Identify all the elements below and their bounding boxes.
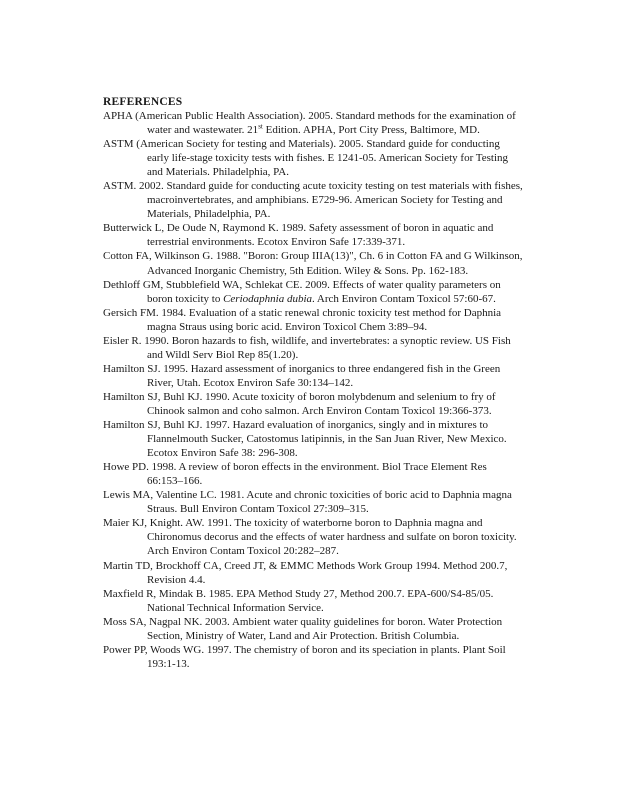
reference-entry: Lewis MA, Valentine LC. 1981. Acute and chronic toxicities of boric acid to Daphnia magna Straus. Bull Environ Contam Toxicol 27:309–315. (103, 489, 512, 516)
reference-text: Dethloff GM, Stubblefield WA, Schlekat CE. 2009. Effects of water quality parameters on boron toxicity to (103, 278, 501, 305)
reference-entry: ASTM (American Society for testing and Materials). 2005. Standard guide for conducting early life-stage toxicity tests with fishes. E 1241-05. American Society for Testing and Materials. Philadelphia, PA. (103, 138, 509, 179)
references-heading: REFERENCES (103, 96, 183, 108)
reference-entry: Maier KJ, Knight. AW. 1991. The toxicity of waterborne boron to Daphnia magna and Chironomus decorus and the effects of water hardness and sulfate on boron toxicity. Arch Environ Contam Toxicol 20:282–287. (103, 517, 517, 558)
reference-entry: Butterwick L, De Oude N, Raymond K. 1989. Safety assessment of boron in aquatic and terrestrial environments. Ecotox Environ Safe 17:339-371. (103, 222, 494, 249)
reference-entry: Moss SA, Nagpal NK. 2003. Ambient water quality guidelines for boron. Water Protection Section, Ministry of Water, Land and Air Protection. British Columbia. (103, 615, 503, 642)
reference-entry: Eisler R. 1990. Boron hazards to fish, wildlife, and invertebrates: a synoptic review. US Fish and Wildl Serv Biol Rep 85(1.20). (103, 334, 511, 361)
reference-entry (103, 278, 523, 306)
reference-entry: Martin TD, Brockhoff CA, Creed JT, & EMMC Methods Work Group 1994. Method 200.7, Revision 4.4. (103, 559, 508, 586)
reference-entry: Hamilton SJ, Buhl KJ. 1997. Hazard evaluation of inorganics, singly and in mixtures to Flannelmouth Sucker, Catostomus latipinnis, in the San Juan River, New Mexico. Ecotox Environ Safe 38: 296-308. (103, 419, 507, 460)
reference-entry: Hamilton SJ. 1995. Hazard assessment of inorganics to three endangered fish in the Green River, Utah. Ecotox Environ Safe 30:134–142. (103, 362, 501, 389)
reference-text-tail: . Arch Environ Contam Toxicol 57:60-67. (312, 292, 496, 305)
reference-entry: Power PP, Woods WG. 1997. The chemistry of boron and its speciation in plants. Plant Soil 193:1-13. (103, 643, 506, 670)
reference-entry: Cotton FA, Wilkinson G. 1988. "Boron: Group IIIA(13)", Ch. 6 in Cotton FA and G Wilkinson, Advanced Inorganic Chemistry, 5th Edition. Wiley & Sons. Pp. 162-183. (103, 250, 523, 277)
reference-entry: Hamilton SJ, Buhl KJ. 1990. Acute toxicity of boron molybdenum and selenium to fry of Chinook salmon and coho salmon. Arch Environ Contam Toxicol 19:366-373. (103, 390, 496, 417)
reference-entry: ASTM. 2002. Standard guide for conducting acute toxicity testing on test materials with fishes, macroinvertebrates, and amphibians. E729-96. American Society for Testing and Materials, Philadelphia, PA. (103, 180, 523, 221)
reference-entry: Gersich FM. 1984. Evaluation of a static renewal chronic toxicity test method for Daphnia magna Straus using boric acid. Environ Toxicol Chem 3:89–94. (103, 306, 502, 333)
reference-text-tail: Edition. APHA, Port City Press, Baltimore, MD. (262, 124, 480, 137)
reference-entry: Howe PD. 1998. A review of boron effects in the environment. Biol Trace Element Res 66:153–166. (103, 461, 487, 488)
references-section (103, 96, 523, 671)
reference-text: APHA (American Public Health Association). 2005. Standard methods for the examination of water and wastewater. 21 (103, 110, 516, 137)
ordinal-superscript: st (258, 122, 263, 131)
species-name-italic: Ceriodaphnia dubia (223, 292, 312, 305)
reference-entry (103, 109, 523, 137)
reference-entry: Maxfield R, Mindak B. 1985. EPA Method Study 27, Method 200.7. EPA-600/S4-85/05. National Technical Information Service. (103, 587, 494, 614)
